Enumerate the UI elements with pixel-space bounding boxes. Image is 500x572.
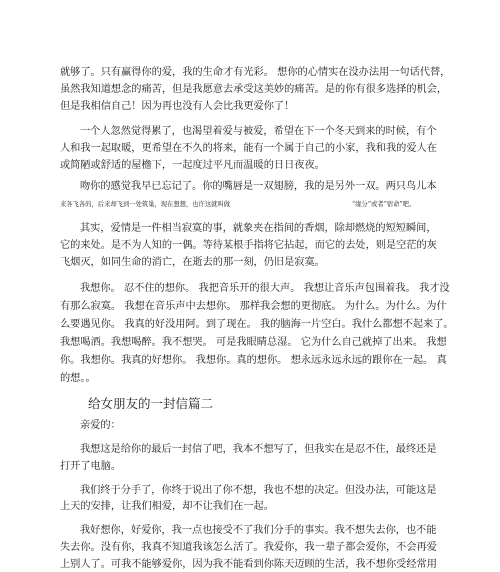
paragraph-line: 人和我一起取暖，更希望在不久的将来，能有一个属于自己的小家，我和我的爱人在 [60,143,437,154]
paragraph-line: 失去你。没有你，我真不知道我该怎么活了。我爱你，我一辈子都会爱你，不会再爱 [60,542,437,553]
greeting: 亲爱的： [80,420,121,431]
small-text-left: 来各飞各的，后来却飞到一处筑巢，现在想想，也许这就叫做 [60,201,231,208]
paragraph-line: 飞烟灭，如同生命的消亡，在逝去的那一刻，仍旧是寂寞。 [60,257,325,268]
paragraph-line: 我想喝酒。我想喝醉。我不想哭。 可是我眼睛总湿。 它为什么自己就掉了出来。 我想 [60,337,447,348]
paragraph-line: 有那么寂寞。 我想在音乐声中去想你。 那样我会想的更彻底。 为什么。为什么。为什 [60,301,447,312]
paragraph-line: 你。我想你。我真的好想你。 我想你。真的想你。 想永远永远永远的跟你在一起。 真 [60,355,447,366]
paragraph-line: 虽然我知道想念的痛苦，但是我愿意去承受这美妙的痛苦。是的你有很多选择的机会， [60,84,448,95]
paragraph-line: 我想你。 忍不住的想你。 我把音乐开的很大声。 我想让音乐声包围着我。 我才没 [80,283,450,294]
paragraph-line: 我们终于分手了，你终于说出了你不想，我也不想的决定。但没办法，可能这是 [80,485,437,496]
paragraph-line: 它的来处。是不为人知的一偶。等待某根手指将它拈起，而它的去处，则是空茫的灰 [60,240,437,251]
paragraph-line: 吻你的感觉我早已忘记了。你的嘴唇是一双翅膀，我的是另外一双。两只鸟儿本 [80,181,437,192]
paragraph-line: 但是我相信自己！因为再也没有人会比我更爱你了！ [60,101,295,112]
paragraph-line: 上天的安排，让我们相爱，却不让我们在一起。 [60,501,274,512]
paragraph-line: 其实，爱情是一件相当寂寞的事，就象夹在指间的香烟，除却燃烧的短短瞬间， [80,223,437,234]
paragraph-line: 或简陋或舒适的屋檐下，一起度过平凡而温暖的日日夜夜。 [60,160,325,171]
paragraph-line: 我想这是给你的最后一封信了吧，我本不想写了，但我实在是忍不住，最终还是 [80,444,437,455]
paragraph-line: 我好想你，好爱你，我一点也接受不了我们分手的事实。我不想失去你，也不能 [80,525,437,536]
paragraph-line: 的想。。 [60,373,96,384]
paragraph-line: 么要遇见你。 我真的好没用阿。到了现在。 我的脑海一片空白。我什么都想不起来了。 [60,319,454,330]
paragraph-line: 就够了。只有赢得你的爱，我的生命才有光彩。 想你的心情实在没办法用一句话代替， [60,67,451,78]
section-heading: 给女朋友的一封信篇二 [88,396,214,411]
small-text-right: “缘分”或者“宿命”吧。 [352,201,416,208]
paragraph-line: 上别人了。可我不能够爱你，因为我不能看到你陈天迈顾的生活，我不想你受经常用 [60,559,437,570]
paragraph-line: 打开了电脑。 [60,461,122,472]
paragraph-line: 一个人忽然觉得累了，也渴望着爱与被爱，希望在下一个冬天到来的时候，有个 [80,126,437,137]
